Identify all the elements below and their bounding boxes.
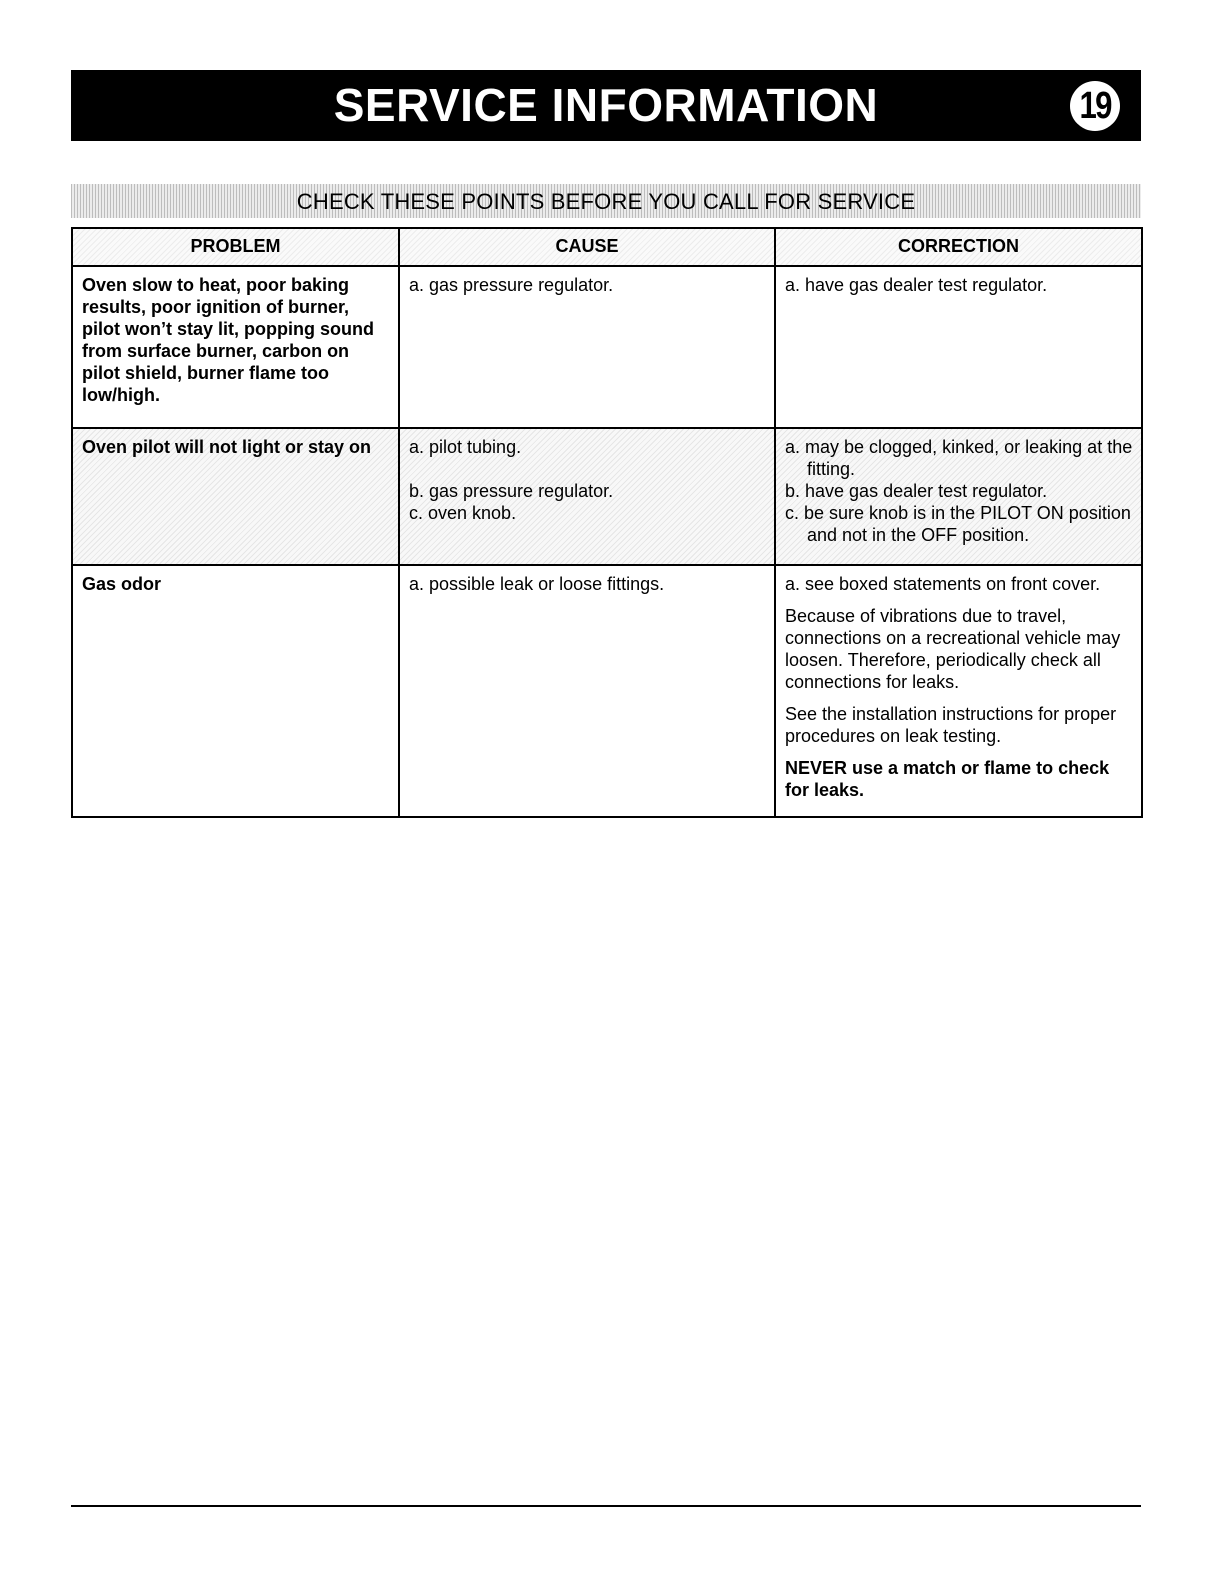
service-table [71,227,1143,818]
correction-note: Because of vibrations due to travel, connections on a recreational vehicle may loosen. Therefore, periodically check all connections for leaks. [785,606,1121,692]
footer-rule [71,1505,1141,1507]
correction-cell [775,565,1142,817]
page-title-banner [71,70,1141,141]
column-header-cause: CAUSE [399,228,775,266]
cause-item: c. oven knob. [409,503,517,523]
correction-item: a. may be clogged, kinked, or leaking at the fitting. [785,437,1133,479]
problem-cell: Oven slow to heat, poor baking results, poor ignition of burner, pilot won’t stay lit, popping sound from surface burner, carbon on pilot shield, burner flame too low/high. [72,266,399,428]
problem-cell: Oven pilot will not light or stay on [72,428,399,565]
cause-item: b. gas pressure regulator. [409,481,614,501]
table-row [72,428,1142,565]
safety-warning: NEVER use a match or flame to check for leaks. [785,758,1110,800]
page-title: SERVICE INFORMATION [333,79,879,131]
page-number-badge [1070,81,1120,131]
cause-cell [399,428,775,565]
correction-item: b. have gas dealer test regulator. [785,481,1048,501]
cause-item: a. pilot tubing. [409,437,522,457]
cause-cell [399,266,775,428]
table-row [72,266,1142,428]
table-header-row [72,228,1142,266]
page-number: 19 [1079,84,1111,127]
problem-cell: Gas odor [72,565,399,817]
correction-note: See the installation instructions for proper procedures on leak testing. [785,704,1117,746]
table-row [72,565,1142,817]
correction-cell [775,266,1142,428]
correction-item: a. have gas dealer test regulator. [785,275,1048,295]
spacer [409,458,766,480]
cause-cell [399,565,775,817]
section-title-bar [71,184,1141,218]
column-header-problem: PROBLEM [72,228,399,266]
correction-cell [775,428,1142,565]
correction-item: c. be sure knob is in the PILOT ON position and not in the OFF position. [785,503,1131,545]
section-title: CHECK THESE POINTS BEFORE YOU CALL FOR SERVICE [296,189,916,214]
cause-item: a. gas pressure regulator. [409,275,614,295]
column-header-correction: CORRECTION [775,228,1142,266]
cause-item: a. possible leak or loose fittings. [409,574,665,594]
correction-item: a. see boxed statements on front cover. [785,574,1101,594]
